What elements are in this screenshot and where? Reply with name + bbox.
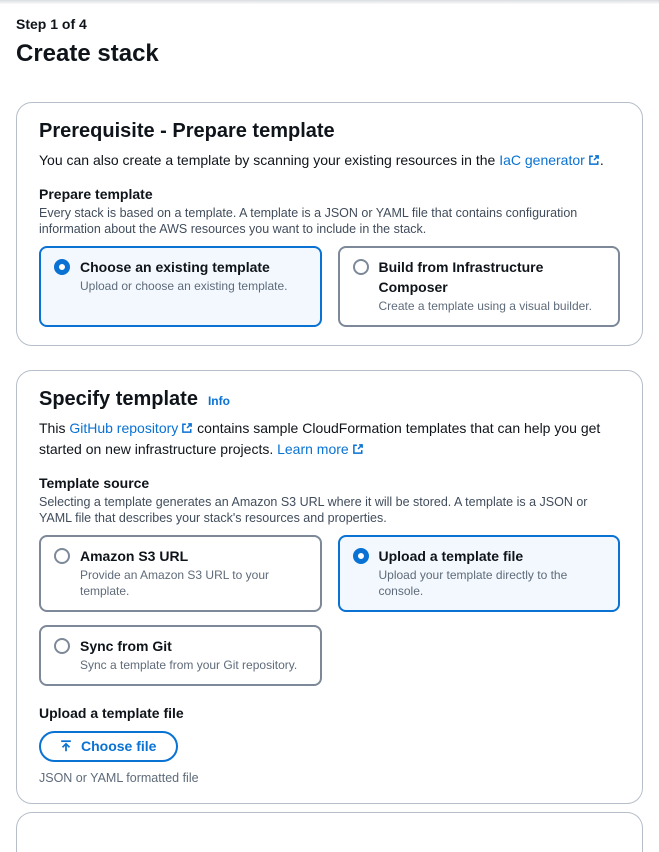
iac-generator-link[interactable]: IaC generator: [499, 152, 600, 168]
learn-more-link[interactable]: Learn more: [277, 441, 364, 457]
tile-description: Upload your template directly to the console.: [378, 568, 568, 598]
intro-text: You can also create a template by scanning your existing resources in the: [39, 152, 500, 168]
tile-description: Sync a template from your Git repository.: [80, 658, 298, 672]
info-link[interactable]: Info: [207, 394, 230, 408]
upload-template-label: Upload a template file: [39, 705, 184, 721]
prepare-template-description: Every stack is based on a template. A template is a JSON or YAML file that contains configuration information about the AWS resources you want to include in the stack.: [39, 206, 578, 236]
page-title: Create stack: [16, 40, 159, 67]
tile-sync-from-git[interactable]: [39, 625, 322, 686]
tile-label: Upload a template file: [378, 548, 524, 564]
tile-description: Create a template using a visual builder.: [378, 299, 592, 313]
prerequisite-card-intro: You can also create a template by scanning your existing resources in the IaC generator .: [39, 152, 604, 168]
tile-label: Build from Infrastructure Composer: [378, 259, 544, 295]
tile-amazon-s3-url[interactable]: [39, 535, 322, 612]
specify-template-card: [16, 370, 643, 804]
tile-label: Choose an existing template: [80, 259, 270, 275]
upload-icon: [59, 739, 73, 753]
upload-format-hint: JSON or YAML formatted file: [39, 771, 199, 785]
tile-label: Sync from Git: [80, 638, 172, 654]
radio-checked-icon[interactable]: [54, 259, 70, 275]
tile-label: Amazon S3 URL: [80, 548, 189, 564]
tile-description: Upload or choose an existing template.: [80, 279, 288, 293]
prepare-template-options: [39, 246, 620, 327]
step-indicator: Step 1 of 4: [16, 16, 87, 32]
template-source-label: Template source: [39, 475, 150, 491]
tile-build-from-infrastructure-composer[interactable]: [338, 246, 621, 327]
template-source-field: [39, 474, 620, 686]
specify-template-title: Specify template: [39, 388, 198, 410]
prepare-template-label: Prepare template: [39, 186, 153, 202]
upload-template-section: [39, 704, 620, 785]
github-repository-link[interactable]: GitHub repository: [69, 420, 193, 436]
radio-checked-icon[interactable]: [353, 548, 369, 564]
external-link-icon: [588, 154, 600, 166]
prepare-template-field: [39, 185, 620, 327]
radio-unchecked-icon[interactable]: [353, 259, 369, 275]
choose-file-button[interactable]: Choose file: [39, 731, 178, 762]
page-header: [0, 4, 659, 69]
specify-template-intro: This GitHub repository contains sample CloudFormation templates that can help you get started on new infrastructure projects. Learn more: [39, 420, 601, 457]
tile-description: Provide an Amazon S3 URL to your template.: [80, 568, 269, 598]
next-card-top-edge: [16, 812, 643, 852]
prerequisite-card-title: Prerequisite - Prepare template: [39, 120, 335, 142]
radio-unchecked-icon[interactable]: [54, 548, 70, 564]
prerequisite-card: [16, 102, 643, 346]
template-source-description: Selecting a template generates an Amazon S3 URL where it will be stored. A template is a JSON or YAML file that describes your stack's resources and properties.: [39, 495, 588, 525]
radio-unchecked-icon[interactable]: [54, 638, 70, 654]
template-source-options: [39, 535, 620, 686]
external-link-icon: [352, 443, 364, 455]
external-link-icon: [181, 422, 193, 434]
tile-upload-template-file[interactable]: [338, 535, 621, 612]
tile-choose-existing-template[interactable]: [39, 246, 322, 327]
